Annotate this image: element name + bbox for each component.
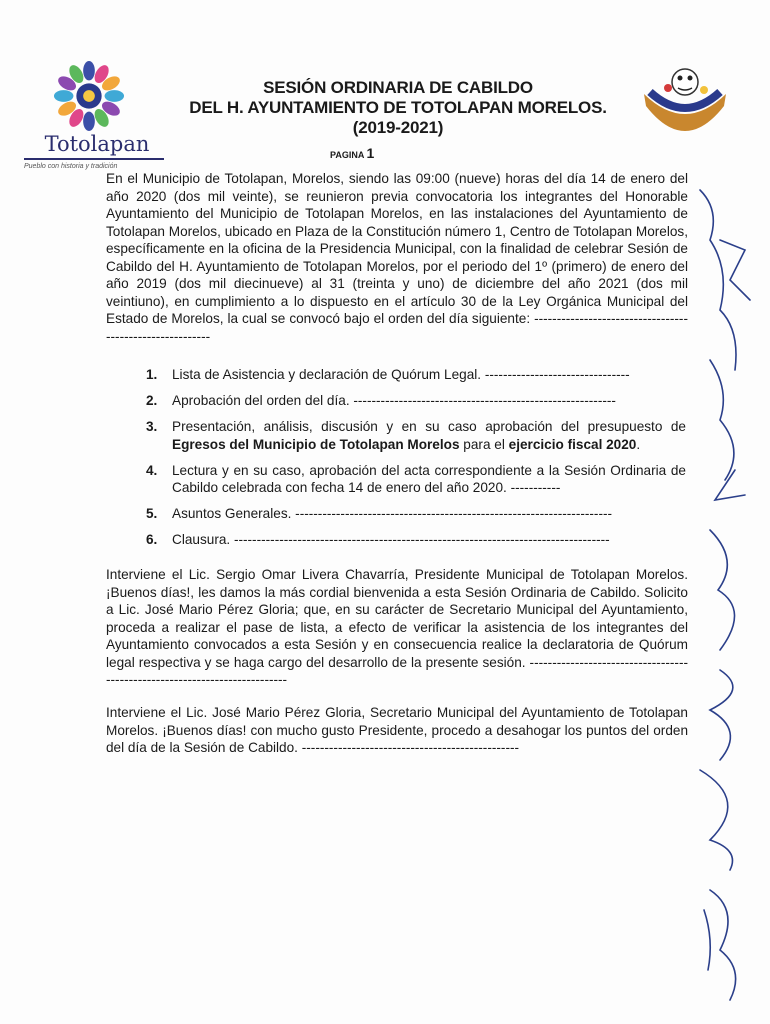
flower-emblem-icon: [50, 60, 128, 132]
page-label: PAGINA: [330, 150, 365, 160]
logo-divider: [24, 158, 164, 160]
agenda-text: Clausura. -----------------------------------------------------------------------------------: [172, 532, 610, 547]
document-title: [168, 78, 628, 138]
logo-tagline: Pueblo con historia y tradición: [24, 163, 118, 170]
secretary-intervention: [106, 704, 688, 757]
logo-wordmark: Totolapan: [44, 132, 150, 156]
title-line-3: (2019-2021): [352, 118, 444, 137]
agenda-item: [146, 392, 686, 410]
secretary-intervention-text: Interviene el Lic. José Mario Pérez Gloria, Secretario Municipal del Ayuntamiento de Totolapan Morelos. ¡Buenos días! con mucho gusto Presidente, procedo a desahogar los puntos del orden del día de la Sesión de Cabildo. ------------------------------------------------: [106, 705, 688, 755]
agenda-number: 4.: [146, 462, 158, 478]
agenda-text: Lista de Asistencia y declaración de Quórum Legal. --------------------------------: [172, 367, 630, 382]
agenda-item: [146, 418, 686, 453]
intro-text: En el Municipio de Totolapan, Morelos, siendo las 09:00 (nueve) horas del día 14 de enero del año 2020 (dos mil veinte), se reunieron previa convocatoria los integrantes del Honorable Ayuntamiento del Municipio de Totolapan Morelos, en las instalaciones del Ayuntamiento de Totolapan Morelos, ubicado en Plaza de la Constitución número 1, Centro de Totolapan Morelos, específicamente en la oficina de la Presidencia Municipal, con la finalidad de celebrar Sesión de Cabildo del H. Ayuntamiento de Totolapan Morelos, por el periodo del 1º (primero) de enero del año 2019 (dos mil diecinueve) al 31 (treinta y uno) de diciembre del año 2021 (dos mil veintiuno), en cumplimiento a lo dispuesto en el artículo 30 de la Ley Orgánica Municipal del Estado de Morelos, la cual se convocó bajo el orden del día siguiente: ---------------------------------------------------------: [106, 171, 688, 344]
title-line-2: DEL H. AYUNTAMIENTO DE TOTOLAPAN MORELOS.: [189, 98, 607, 117]
agenda-text-part: Presentación, análisis, discusión y en su caso aprobación del presupuesto de: [172, 419, 686, 434]
agenda-item: [146, 505, 686, 523]
agenda-number: 5.: [146, 506, 158, 521]
official-seal-icon: [638, 64, 732, 148]
agenda-list: [146, 366, 686, 557]
agenda-number: 3.: [146, 419, 158, 434]
page-number: [330, 145, 374, 161]
president-intervention-text: Interviene el Lic. Sergio Omar Livera Chavarría, Presidente Municipal de Totolapan Morelos. ¡Buenos días!, les damos la más cordial bienvenida a esta Sesión Ordinaria de Cabildo. Solicito a Lic. José Mario Pérez Gloria; que, en su carácter de Secretario Municipal del Ayuntamiento, proceda a realizar el pase de lista, a efecto de verificar la asistencia de los integrantes del Ayuntamiento convocados a esta Sesión y en consecuencia realice la declaratoria de Quórum legal respectiva y se haga cargo del desarrollo de la presente sesión. ---------------------------------------------------------------------------: [106, 567, 688, 687]
agenda-text: [172, 418, 686, 453]
agenda-text-part: .: [636, 436, 641, 452]
agenda-item: [146, 462, 686, 497]
president-intervention: [106, 566, 688, 689]
title-line-1: SESIÓN ORDINARIA DE CABILDO: [263, 78, 533, 97]
agenda-number: 6.: [146, 532, 158, 547]
agenda-text-bold: Egresos del Municipio de Totolapan Morelos: [172, 436, 460, 452]
agenda-text-part: para el: [459, 436, 509, 452]
agenda-text: Asuntos Generales. ----------------------------------------------------------------------: [172, 506, 613, 521]
agenda-item: [146, 366, 686, 384]
agenda-number: 2.: [146, 393, 158, 408]
agenda-text-bold: ejercicio fiscal 2020: [508, 436, 637, 452]
page-number-value: 1: [366, 145, 375, 161]
margin-signatures-icon: [690, 150, 770, 1020]
agenda-number: 1.: [146, 367, 158, 382]
municipal-logo: [20, 60, 160, 175]
intro-paragraph: [106, 170, 688, 345]
agenda-item: [146, 531, 686, 549]
agenda-text: Aprobación del orden del día. ----------------------------------------------------------: [172, 393, 616, 408]
agenda-text: Lectura y en su caso, aprobación del acta correspondiente a la Sesión Ordinaria de Cabildo celebrada con fecha 14 de enero del año 2020. -----------: [172, 462, 686, 495]
